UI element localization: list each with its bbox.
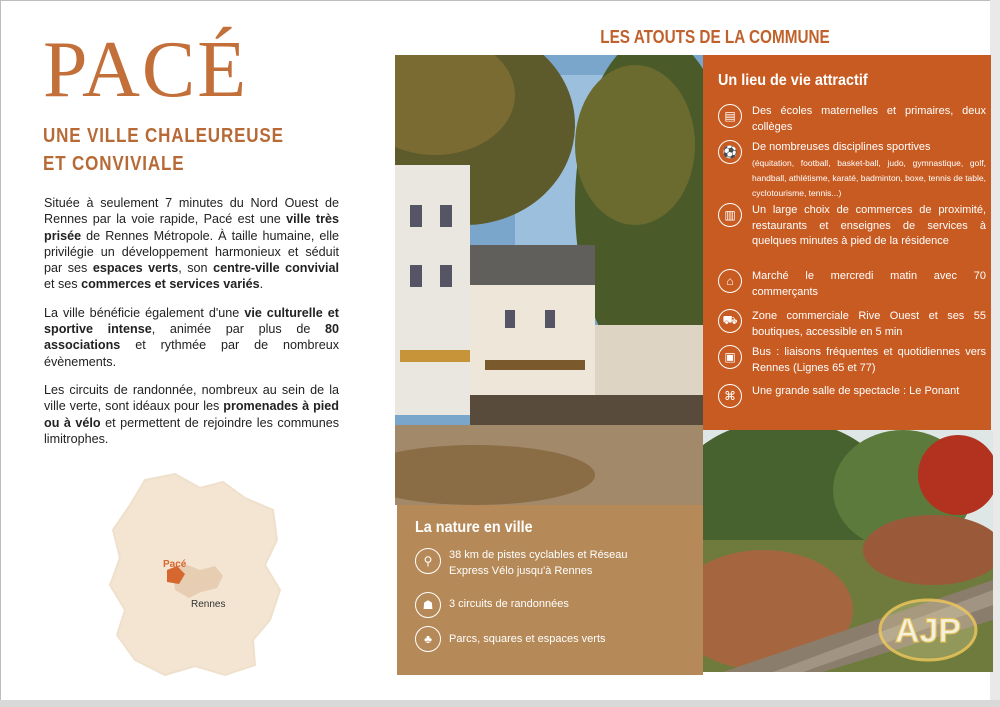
theatre-icon: ⌘	[718, 384, 742, 408]
feature-schools-text: Des écoles maternelles et primaires, deux collèges	[752, 105, 986, 133]
subtitle-line-1: UNE VILLE CHALEUREUSE	[43, 125, 284, 147]
nature-hiking-text: 3 circuits de randonnées	[449, 598, 569, 610]
attractive-living-title: Un lieu de vie attractif	[718, 72, 868, 89]
feature-bus-text: Bus : liaisons fréquentes et quotidiennes vers Rennes (Lignes 65 et 77)	[752, 346, 986, 374]
basket-icon: ⌂	[718, 269, 742, 293]
bus-icon: ▣	[718, 345, 742, 369]
shop-icon: ▥	[718, 203, 742, 227]
intro-text	[44, 195, 339, 459]
park-icon: ♣	[415, 626, 441, 652]
school-icon: ▤	[718, 104, 742, 128]
attractive-living-box	[703, 55, 991, 430]
feature-sports-list: (équitation, football, basket-ball, judo, gymnastique, golf, handball, athlétisme, karaté, badminton, boxe, tennis de table, cyclotourisme, tennis...)	[752, 157, 986, 198]
nature-parks-text: Parcs, squares et espaces verts	[449, 633, 606, 645]
feature-shops-text: Un large choix de commerces de proximité, restaurants et enseignes de services à quelques minutes à pied de la résidence	[752, 204, 986, 247]
agency-watermark-logo	[878, 598, 978, 662]
ball-icon: ⚽	[718, 140, 742, 164]
nature-bike-text: 38 km de pistes cyclables et Réseau Express Vélo jusqu'à Rennes	[449, 549, 628, 577]
paragraph-location: Située à seulement 7 minutes du Nord Ouest de Rennes par la voie rapide, Pacé est une ville très prisée de Rennes Métropole. À taille humaine, elle privilégie un développement harmonieux et séduit par ses espaces verts, son centre-ville convivial et ses commerces et services variés.	[44, 196, 340, 292]
section-heading: LES ATOUTS DE LA COMMUNE	[600, 27, 830, 47]
map-label-pace: Pacé	[163, 559, 187, 570]
feature-market-text: Marché le mercredi matin avec 70 commerçants	[752, 270, 986, 298]
cart-icon: ⛟	[718, 309, 742, 333]
subtitle-line-2: ET CONVIVIALE	[43, 153, 185, 175]
map-label-rennes: Rennes	[191, 599, 226, 610]
paragraph-nature: Les circuits de randonnée, nombreux au sein de la ville verte, sont idéaux pour les promenades à pied ou à vélo et permettent de rejoindre les communes limitrophes.	[44, 382, 339, 446]
feature-theatre-text: Une grande salle de spectacle : Le Ponant	[752, 385, 960, 397]
paragraph-culture: La ville bénéficie également d'une vie culturelle et sportive intense, animée par plus de 80 associations et rythmée par de nombreux évènements.	[44, 305, 339, 369]
scan-bottom-edge	[0, 700, 1000, 707]
nature-title: La nature en ville	[415, 519, 533, 536]
page-title: PACÉ	[43, 26, 249, 114]
bike-icon: ⚲	[415, 548, 441, 574]
feature-mall-text: Zone commerciale Rive Ouest et ses 55 boutiques, accessible en 5 min	[752, 310, 986, 338]
svg-text:AJP: AJP	[894, 612, 962, 650]
map-outline	[105, 470, 285, 680]
feature-sports-text: De nombreuses disciplines sportives	[752, 141, 931, 153]
location-map	[105, 470, 285, 680]
town-center-photo	[395, 55, 703, 505]
hiker-icon: ☗	[415, 592, 441, 618]
nature-box	[397, 505, 703, 675]
page-subtitle	[43, 122, 298, 178]
